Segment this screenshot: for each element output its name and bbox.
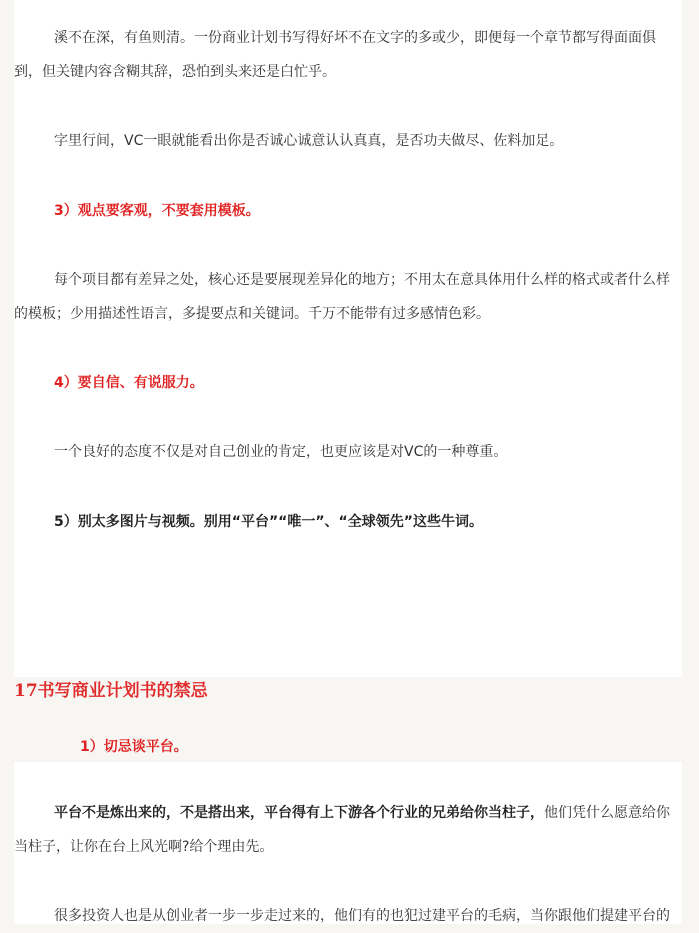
heading-no-media: 5）别太多图片与视频。别用“平台”“唯一”、“全球领先”这些牛词。 — [54, 514, 483, 530]
heading-objective: 3）观点要客观，不要套用模板。 — [54, 203, 260, 219]
paragraph-vc-insight: 字里行间，VC一眼就能看出你是否诚心诚意认认真真，是否功夫做尽、佐料加足。 — [54, 133, 564, 149]
heading-confidence: 4）要自信、有说服力。 — [54, 375, 204, 391]
paragraph-fish: 溪不在深，有鱼则清。一份商业计划书写得好坏不在文字的多或少，即便每一个章节都写得面面俱到，但关键内容含糊其辞，恐怕到头来还是白忙乎。 — [14, 30, 656, 80]
article-card-top — [14, 0, 682, 677]
paragraph-investors: 很多投资人也是从创业者一步一步走过来的，他们有的也犯过建平台的毛病，当你跟他们提建平台的 — [54, 908, 670, 924]
paragraph-platform-rest: 他们凭什么愿意给你当柱子，让你在台上风光啊?给个理由先。 — [14, 805, 670, 855]
article-card-bottom — [14, 762, 682, 924]
sub-heading-platform: 1）切忌谈平台。 — [80, 739, 188, 755]
paragraph-differentiation: 每个项目都有差异之处，核心还是要展现差异化的地方；不用太在意具体用什么样的格式或者什么样的模板；少用描述性语言，多提要点和关键词。千万不能带有过多感情色彩。 — [14, 272, 670, 322]
paragraph-attitude: 一个良好的态度不仅是对自己创业的肯定，也更应该是对VC的一种尊重。 — [54, 444, 508, 460]
paragraph-platform-bold: 平台不是炼出来的，不是搭出来，平台得有上下游各个行业的兄弟给你当柱子， — [54, 805, 544, 821]
section-title: 17书写商业计划书的禁忌 — [14, 681, 208, 701]
paragraph-platform — [14, 796, 682, 864]
